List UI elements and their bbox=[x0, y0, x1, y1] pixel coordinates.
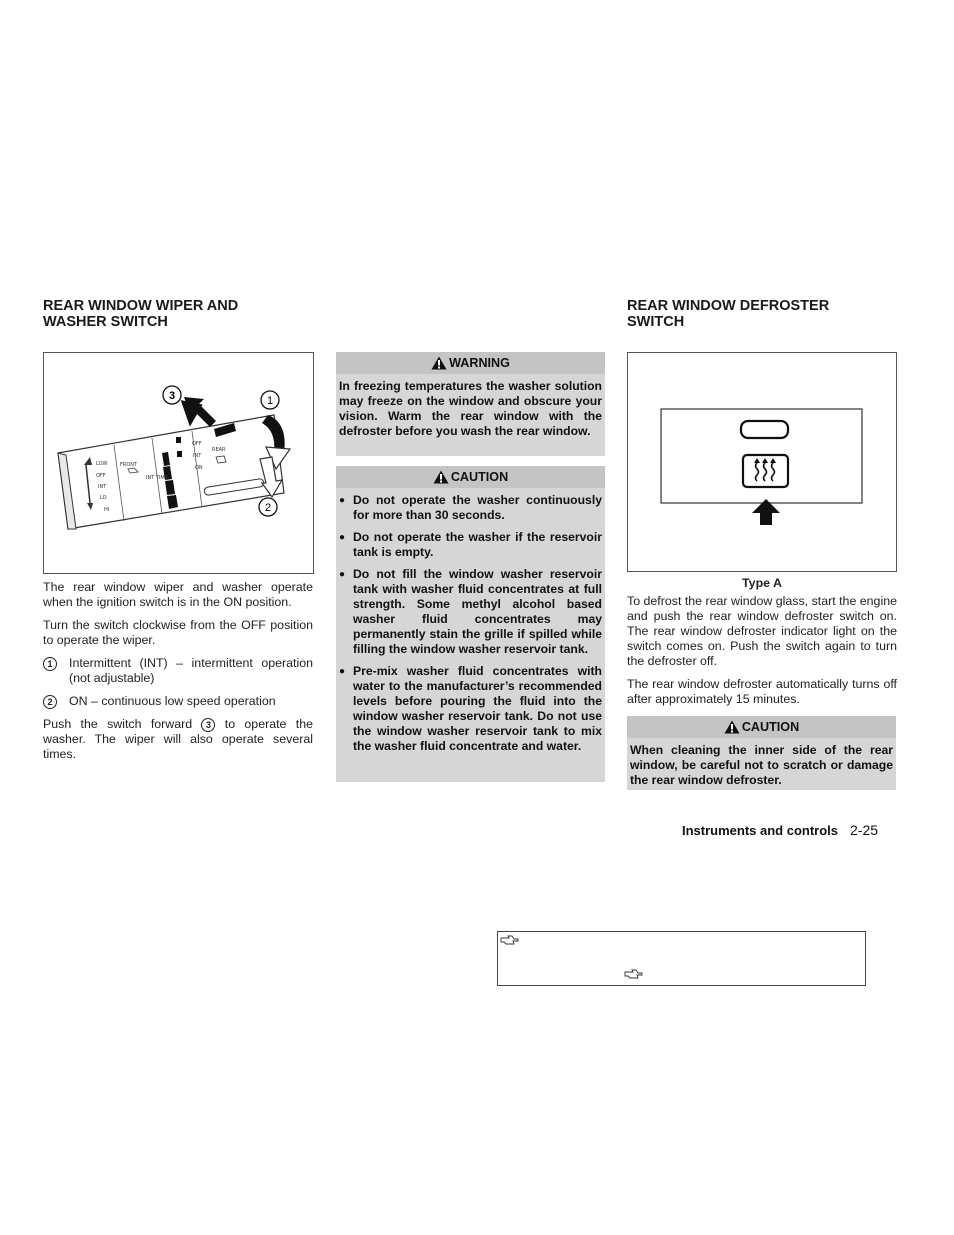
bullet-text: Do not fill the window washer reservoir tank with washer fluid concentrates at full strength. Some methyl alcohol based washer fluid concentrates may permanently stain the grille if spilled while filling the window washer reservoir tank. bbox=[353, 567, 602, 656]
right-para-1: To defrost the rear window glass, start the engine and push the rear window defroster switch on. The rear window defroster indicator light on the switch comes on. Push the switch again to turn the defroster off. bbox=[627, 594, 897, 668]
pointing-hand-icon bbox=[624, 968, 644, 980]
callout-number: 1 bbox=[266, 395, 274, 407]
right-body bbox=[627, 594, 897, 715]
wiper-switch-figure bbox=[43, 352, 314, 574]
bullet-text: Pre-mix washer fluid concentrates with water to the manufacturer’s recommended levels before pouring the fluid into the window washer reservoir tank. Do not use the window washer reservoir tank to mix the washer fluid concentrate and water. bbox=[353, 664, 602, 753]
bullet-icon: ● bbox=[339, 532, 346, 543]
page-footer bbox=[682, 822, 878, 838]
switch-label: LOW bbox=[96, 461, 108, 467]
bullet-icon: ● bbox=[339, 569, 346, 580]
right-section-heading bbox=[627, 298, 829, 330]
switch-label: OFF bbox=[192, 441, 202, 447]
list-item bbox=[339, 567, 602, 657]
switch-label: LO bbox=[100, 495, 107, 501]
item-text: ON – continuous low speed operation bbox=[69, 694, 276, 708]
switch-label: ON bbox=[195, 465, 203, 471]
left-heading-line2: WASHER SWITCH bbox=[43, 314, 168, 330]
defroster-caution-header bbox=[627, 716, 896, 738]
warning-text: In freezing temperatures the washer solution may freeze on the window and obscure your vision. Warm the rear window with the defroster before you wash the rear window. bbox=[339, 379, 602, 438]
left-para-3 bbox=[43, 717, 313, 762]
switch-label: INT bbox=[98, 484, 107, 490]
bullet-text: Do not operate the washer continuously for more than 30 seconds. bbox=[353, 493, 602, 522]
list-item bbox=[43, 656, 313, 686]
upper-switch bbox=[741, 421, 788, 438]
left-heading-line1: REAR WINDOW WIPER AND bbox=[43, 298, 239, 314]
para3-text-end: to operate the washer. The wiper will also operate several times. bbox=[43, 717, 313, 761]
caution-title: CAUTION bbox=[450, 470, 509, 484]
switch-label: INT bbox=[193, 453, 202, 459]
right-heading-line1: REAR WINDOW DEFROSTER bbox=[627, 298, 830, 314]
left-para-1: The rear window wiper and washer operate when the ignition switch is in the ON position. bbox=[43, 580, 313, 609]
warning-header bbox=[336, 352, 605, 374]
footer-section: Instruments and controls bbox=[682, 823, 839, 838]
left-para-2: Turn the switch clockwise from the OFF position to operate the wiper. bbox=[43, 618, 313, 647]
list-item bbox=[339, 493, 602, 523]
defroster-caution-box bbox=[627, 716, 896, 790]
page-number: 2-25 bbox=[850, 822, 879, 838]
warning-triangle-icon bbox=[431, 356, 447, 370]
caution-header bbox=[336, 466, 605, 488]
defroster-caution-text: When cleaning the inner side of the rear window, be careful not to scratch or damage the rear window defroster. bbox=[630, 743, 893, 787]
warning-triangle-icon bbox=[724, 720, 740, 734]
item-number: 2 bbox=[43, 695, 57, 709]
warning-triangle-icon bbox=[433, 470, 449, 484]
warning-title: WARNING bbox=[449, 356, 510, 370]
para3-text-start: Push the switch forward bbox=[43, 717, 193, 731]
list-item bbox=[339, 664, 602, 754]
figure-caption: Type A bbox=[742, 576, 782, 590]
switch-label: OFF bbox=[96, 473, 106, 479]
item-number: 1 bbox=[43, 657, 57, 671]
right-heading-line2: SWITCH bbox=[627, 314, 685, 330]
pointing-hand-icon bbox=[500, 934, 520, 946]
warning-box bbox=[336, 352, 605, 456]
bullet-icon: ● bbox=[339, 666, 346, 677]
list-item bbox=[43, 694, 313, 709]
defroster-caution-title: CAUTION bbox=[741, 720, 800, 734]
callout-number: 3 bbox=[168, 390, 176, 402]
callout-number: 2 bbox=[264, 502, 272, 514]
switch-label: HI bbox=[104, 507, 110, 513]
list-item bbox=[339, 530, 602, 560]
note-box bbox=[497, 931, 866, 986]
caution-box bbox=[336, 466, 605, 782]
caution-list bbox=[336, 488, 605, 765]
inline-callout-number: 3 bbox=[201, 718, 215, 732]
left-section-heading bbox=[43, 298, 238, 330]
right-para-2: The rear window defroster automatically turns off after approximately 15 minutes. bbox=[627, 677, 897, 706]
switch-label: INT TIME bbox=[146, 475, 168, 481]
item-text: Intermittent (INT) – intermittent operation (not adjustable) bbox=[69, 656, 313, 685]
defroster-illustration bbox=[628, 353, 896, 571]
bullet-text: Do not operate the washer if the reservoir tank is empty. bbox=[353, 530, 602, 559]
switch-label: FRONT bbox=[120, 462, 138, 468]
bullet-icon: ● bbox=[339, 495, 346, 506]
wiper-switch-illustration bbox=[44, 353, 313, 573]
defroster-switch-figure bbox=[627, 352, 897, 572]
switch-label: REAR bbox=[212, 447, 226, 453]
left-body bbox=[43, 580, 313, 770]
